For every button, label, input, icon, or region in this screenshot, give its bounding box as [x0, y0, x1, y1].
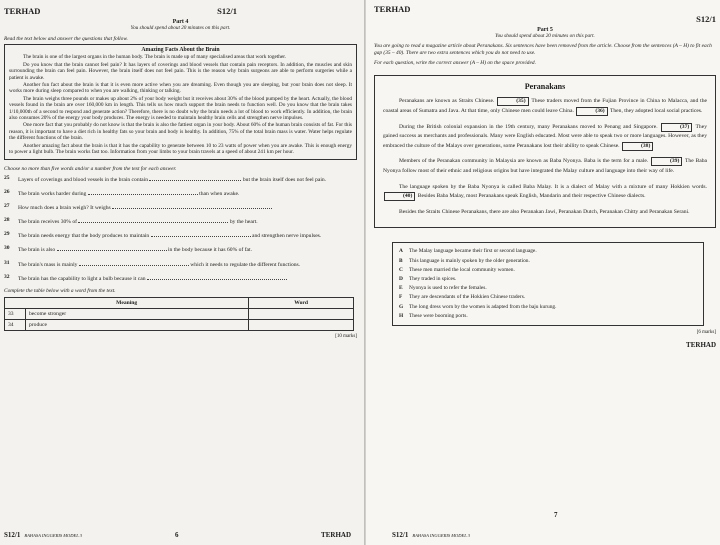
question-31 — [4, 260, 357, 268]
question-number: 25 — [4, 174, 10, 181]
option-letter: H — [399, 312, 404, 319]
table-instruction: Complete the table below with a word from the text. — [4, 288, 116, 294]
option-letter: F — [399, 294, 403, 301]
gap-38[interactable]: (38) — [622, 142, 653, 151]
question-text: The brain is also — [18, 247, 56, 254]
row-meaning: produce — [26, 320, 249, 331]
part-5-instruction-2: For each question, write the correct answer (A – H) on the space provided. — [374, 60, 536, 67]
part-4-time: You should spend about 20 minutes on this part. — [130, 25, 231, 31]
option-text: The long dress worn by the women is adapted from the baju kurung. — [409, 303, 557, 310]
left-footer-terhad: TERHAD — [321, 531, 351, 539]
option-c — [399, 266, 697, 275]
gap-37[interactable]: (37) — [661, 123, 692, 132]
option-text: They traded in spices. — [409, 275, 457, 282]
article-text: They gained success as merchants and professionals. Many were English educated. Most were able to speak two or more languages. However, as they embraced the culture of the Malays over generations, some Peranakans lost their ability to speak Chinese. — [383, 123, 707, 149]
option-text: The Malay language became their first or second language. — [409, 248, 537, 255]
option-letter: B — [399, 257, 403, 264]
footer-code: S12/1 — [4, 531, 21, 539]
row-number: 34 — [5, 320, 26, 331]
meaning-word-table — [4, 297, 354, 331]
question-27 — [4, 203, 357, 211]
gap-40[interactable]: (40) — [384, 192, 415, 201]
question-tail: than when awake. — [199, 190, 240, 197]
question-30 — [4, 245, 357, 253]
right-header-code: S12/1 — [696, 14, 716, 24]
option-letter: E — [399, 285, 403, 292]
row-meaning: become stronger — [26, 309, 249, 320]
question-text: How much does a brain weigh? It weighs — [18, 204, 111, 211]
question-25 — [4, 175, 357, 183]
article-text: Besides Baba Malay, most Peranakans speak English, Mandarin and their respective Chinese dialects. — [417, 193, 646, 200]
peranakans-article — [374, 75, 716, 229]
option-letter: A — [399, 248, 403, 255]
left-header — [4, 6, 357, 16]
article-text: Peranakans are known as Straits Chinese. — [399, 98, 495, 105]
left-footer-code — [4, 531, 82, 539]
option-b — [399, 257, 697, 266]
right-marks: [6 marks] — [696, 329, 716, 335]
question-text: The brain needs energy that the body produces to maintain — [18, 233, 150, 240]
gap-35[interactable]: (35) — [497, 97, 528, 106]
left-page-number: 6 — [175, 531, 179, 539]
question-tail: but the brain itself does not feel pain. — [242, 176, 327, 183]
part-5-title: Part 5 — [537, 27, 553, 33]
answer-blank-32[interactable] — [147, 274, 287, 280]
article-title: Peranakans — [524, 81, 566, 91]
option-letter: D — [399, 275, 403, 282]
question-text: The brain's mass is mainly — [18, 261, 78, 268]
left-marks: [10 marks] — [335, 334, 357, 339]
question-tail: by the heart. — [229, 219, 258, 226]
option-text: These men married the local community women. — [409, 266, 515, 273]
passage-paragraph: The brain weighs three pounds or makes up about 2% of your body weight but it receives about 30% of the blood pumped by the heart. Actually, the blood vessels found in the brain are over 160,000 km in length. This tells us how much support the brain needs to function well. Do you know that the brain takes 1/10,000th of a second to respond and generate action? Therefore, there is no doubt why the brain needs a lot of blood to work efficiently. In addition, the brain also consumes 20% of the energy your body produces. The energy is needed to maintain healthy brain cells and strengthen nerve impulses. — [9, 95, 352, 122]
article-paragraph — [383, 157, 707, 176]
gap-39[interactable]: (39) — [651, 157, 682, 166]
option-text: They are descendants of the Hokkien Chinese traders. — [409, 294, 526, 301]
header-word: Word — [249, 298, 354, 309]
question-text: The brain receives 30% of — [18, 219, 78, 226]
question-text: The brain has the capability to light a bulb because it can — [18, 275, 146, 282]
answer-cell-33[interactable] — [249, 309, 354, 320]
table-row — [5, 320, 354, 331]
question-number: 29 — [4, 231, 10, 238]
question-tail: and strengthen nerve impulses. — [251, 233, 322, 240]
answer-blank-25[interactable] — [149, 175, 241, 181]
header-meaning: Meaning — [5, 298, 249, 309]
option-g — [399, 303, 697, 312]
right-header — [374, 4, 716, 24]
answer-blank-26[interactable] — [88, 189, 198, 195]
right-footer-code — [392, 531, 470, 539]
choose-instruction: Choose no more than five words and/or a number from the text for each answer. — [4, 165, 177, 172]
article-text: The language spoken by the Baba Nyonya is called Baba Malay. It is a dialect of Malay with a mixture of many Hokkien words. — [399, 183, 707, 190]
right-page — [366, 0, 720, 545]
question-text: The brain works harder during — [18, 190, 87, 197]
answer-blank-31[interactable] — [79, 260, 189, 266]
option-text: Nyonya is used to refer the females. — [409, 285, 487, 292]
option-f — [399, 293, 697, 302]
question-26 — [4, 189, 357, 197]
question-29 — [4, 231, 357, 239]
option-letter: G — [399, 303, 404, 310]
footer-title: BAHASA INGGERIS MODEL 3 — [24, 533, 83, 538]
right-header-terhad: TERHAD — [374, 4, 411, 14]
brain-passage — [4, 44, 357, 160]
part-4-title: Part 4 — [172, 19, 189, 25]
option-text: This language is mainly spoken by the older generation. — [409, 257, 530, 264]
article-text: During the British colonial expansion in the 19th century, many Peranakans moved to Penang and Singapore. — [399, 123, 658, 130]
question-number: 30 — [4, 245, 10, 252]
article-text: These traders moved from the Fujian Province in China to Malacca, and the coastal areas of Sumatra and Java. At that time, only Chinese men could leave China. — [383, 98, 707, 114]
question-tail: which it needs to regulate the different functions. — [190, 261, 301, 268]
answer-blank-30[interactable] — [57, 245, 167, 251]
question-number: 28 — [4, 217, 10, 224]
question-text: Layers of coverings and blood vessels in the brain contain — [18, 176, 149, 183]
footer-code: S12/1 — [392, 531, 409, 539]
article-paragraph — [383, 97, 707, 116]
left-header-code: S12/1 — [217, 6, 237, 16]
article-text: Then, they adopted local social practices. — [609, 107, 703, 114]
passage-title: Amazing Facts About the Brain — [141, 47, 220, 53]
article-paragraph: Besides the Straits Chinese Peranakans, there are also Peranakan Jawi, Peranakan Dutch, Peranakan Chitty and Peranakan Serani. — [399, 208, 690, 215]
article-text: Members of the Peranakan community in Malaysia are known as Baba Nyonya. Baba is the term for a male. — [399, 158, 649, 165]
question-number: 32 — [4, 273, 10, 280]
option-d — [399, 275, 697, 284]
left-header-terhad: TERHAD — [4, 6, 41, 16]
article-paragraph — [383, 123, 707, 152]
question-28 — [4, 217, 357, 225]
sentence-options — [392, 242, 704, 326]
option-letter: C — [399, 266, 403, 273]
table-row — [5, 309, 354, 320]
passage-paragraph: Another amazing fact about the brain is that it has the capability to generate between 10 to 23 watts of power when you are awake. This is enough energy to power a light bulb. The brain works fast too. Information from your limbs to your brain travels at a speed of about 241 km per hour. — [9, 142, 352, 156]
footer-title: BAHASA INGGERIS MODEL 3 — [412, 533, 471, 538]
part-5-time: You should spend about 20 minutes on this part. — [495, 33, 595, 39]
passage-paragraph: One more fact that you probably do not know is that the brain is also the fattiest organ in your body. About 60% of the human brain consists of fat. For this reason, it is important to have a diet rich in healthy fats so your brain and body is healthy. In addition, 75% of the total brain mass is water. Water helps regulate the different functions of the brain. — [9, 122, 352, 142]
question-number: 31 — [4, 259, 10, 266]
part-5-instruction: You are going to read a magazine article about Peranakans. Six sentences have been removed from the article. Choose from the sentences (A – H) to fit each gap (35 – 40). There are two extra sentences which you do not need to use. — [374, 43, 712, 56]
answer-blank-28[interactable] — [78, 217, 228, 223]
question-32 — [4, 274, 357, 282]
right-terhad-bottom: TERHAD — [686, 340, 716, 349]
answer-cell-34[interactable] — [249, 320, 354, 331]
question-number: 27 — [4, 202, 10, 209]
gap-36[interactable]: (36) — [576, 107, 607, 116]
option-a — [399, 247, 697, 256]
passage-paragraph: Do you know that the brain cannot feel pain? It has layers of coverings and blood vessels that contain pain receptors. In addition, the muscles and skin surrounding the brain can feel pain. However, the brain itself does not feel pain. This is the reason why brain surgeons are able to perform surgeries while a patient is awake. — [9, 61, 352, 81]
right-page-number: 7 — [554, 511, 558, 519]
option-text: These were booming ports. — [409, 312, 468, 319]
question-number: 26 — [4, 188, 10, 195]
article-text: The Baba Nyonya follow most of their ethnic and religious origins but have integrated the Malay culture and language into their way of life. — [383, 158, 707, 174]
option-e — [399, 284, 697, 293]
question-tail: in the body because it has 60% of fat. — [167, 247, 252, 254]
option-h — [399, 312, 697, 321]
passage-paragraph: The brain is one of the largest organs in the human body. The brain is made up of many specialised areas that work together. — [23, 54, 287, 61]
row-number: 33 — [5, 309, 26, 320]
answer-blank-27[interactable] — [112, 203, 272, 209]
article-paragraph — [383, 183, 707, 202]
answer-blank-29[interactable] — [151, 231, 251, 237]
part-4-instruction: Read the text below and answer the questions that follow. — [4, 36, 128, 42]
passage-paragraph: Another fun fact about the brain is that it is even more active when you are dreaming. Even though you are sleeping, but your brain does not sleep. It works more during sleep compared to when you are walking, thinking or talking. — [9, 82, 352, 95]
